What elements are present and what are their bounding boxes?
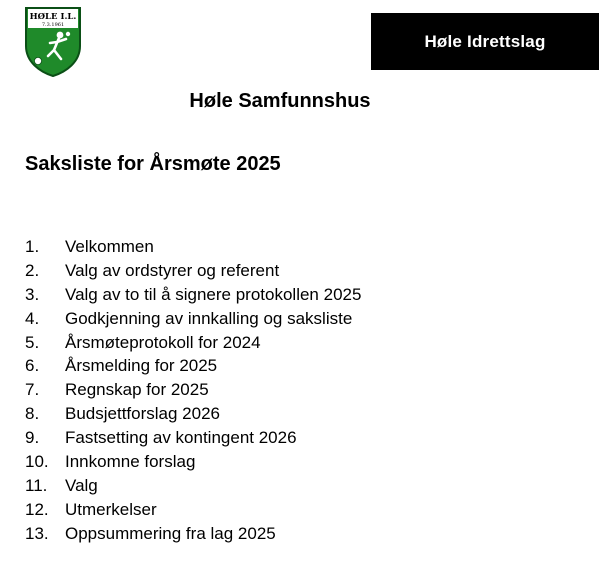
agenda-item-number: 10. (25, 451, 49, 471)
agenda-item-text: Oppsummering fra lag 2025 (65, 523, 276, 543)
agenda-item-number: 5. (25, 332, 40, 352)
agenda-item-text: Valg av to til å signere protokollen 2025 (65, 284, 362, 304)
agenda-item-number: 4. (25, 308, 40, 328)
agenda-item (25, 235, 361, 259)
agenda-item (25, 522, 361, 546)
agenda-item-number: 3. (25, 284, 40, 304)
agenda-item-number: 11. (25, 475, 48, 495)
agenda-item (25, 402, 361, 426)
shield-icon (24, 6, 82, 78)
agenda-item (25, 498, 361, 522)
agenda-item-number: 8. (25, 404, 40, 424)
logo-date: 7.3.1961 (41, 22, 65, 28)
agenda-item-number: 9. (25, 428, 40, 448)
agenda-item (25, 283, 361, 307)
agenda-item-text: Årsmelding for 2025 (65, 356, 218, 376)
agenda-item-text: Innkomne forslag (65, 451, 196, 471)
agenda-item-number: 6. (25, 356, 40, 376)
agenda-item-text: Fastsetting av kontingent 2026 (65, 428, 297, 448)
agenda-item (25, 474, 361, 498)
agenda-item-text: Velkommen (65, 236, 154, 256)
agenda-item-text: Valg av ordstyrer og referent (65, 260, 280, 280)
logo-name: HØLE I.L. (29, 12, 77, 22)
venue-title: Høle Samfunnshus (189, 90, 371, 112)
agenda-item-number: 7. (25, 380, 40, 400)
club-name-banner (371, 13, 599, 70)
agenda-item-number: 2. (25, 260, 40, 280)
agenda-item-text: Regnskap for 2025 (65, 380, 209, 400)
agenda-item (25, 354, 361, 378)
agenda-item (25, 259, 361, 283)
agenda-item (25, 331, 361, 355)
agenda-item-text: Godkjenning av innkalling og saksliste (65, 308, 353, 328)
agenda-item-text: Utmerkelser (65, 499, 157, 519)
agenda-item (25, 307, 361, 331)
agenda-item-text: Budsjettforslag 2026 (65, 404, 220, 424)
agenda-list (25, 235, 361, 546)
agenda-item (25, 378, 361, 402)
agenda-item (25, 426, 361, 450)
agenda-item-number: 1. (25, 236, 40, 256)
agenda-item-text: Valg (65, 475, 98, 495)
agenda-item-number: 13. (25, 523, 49, 543)
agenda-item-text: Årsmøteprotokoll for 2024 (65, 332, 261, 352)
club-logo (24, 6, 82, 78)
agenda-item (25, 450, 361, 474)
club-name: Høle Idrettslag (424, 31, 546, 51)
agenda-item-number: 12. (25, 499, 49, 519)
page-title: Saksliste for Årsmøte 2025 (25, 153, 281, 175)
